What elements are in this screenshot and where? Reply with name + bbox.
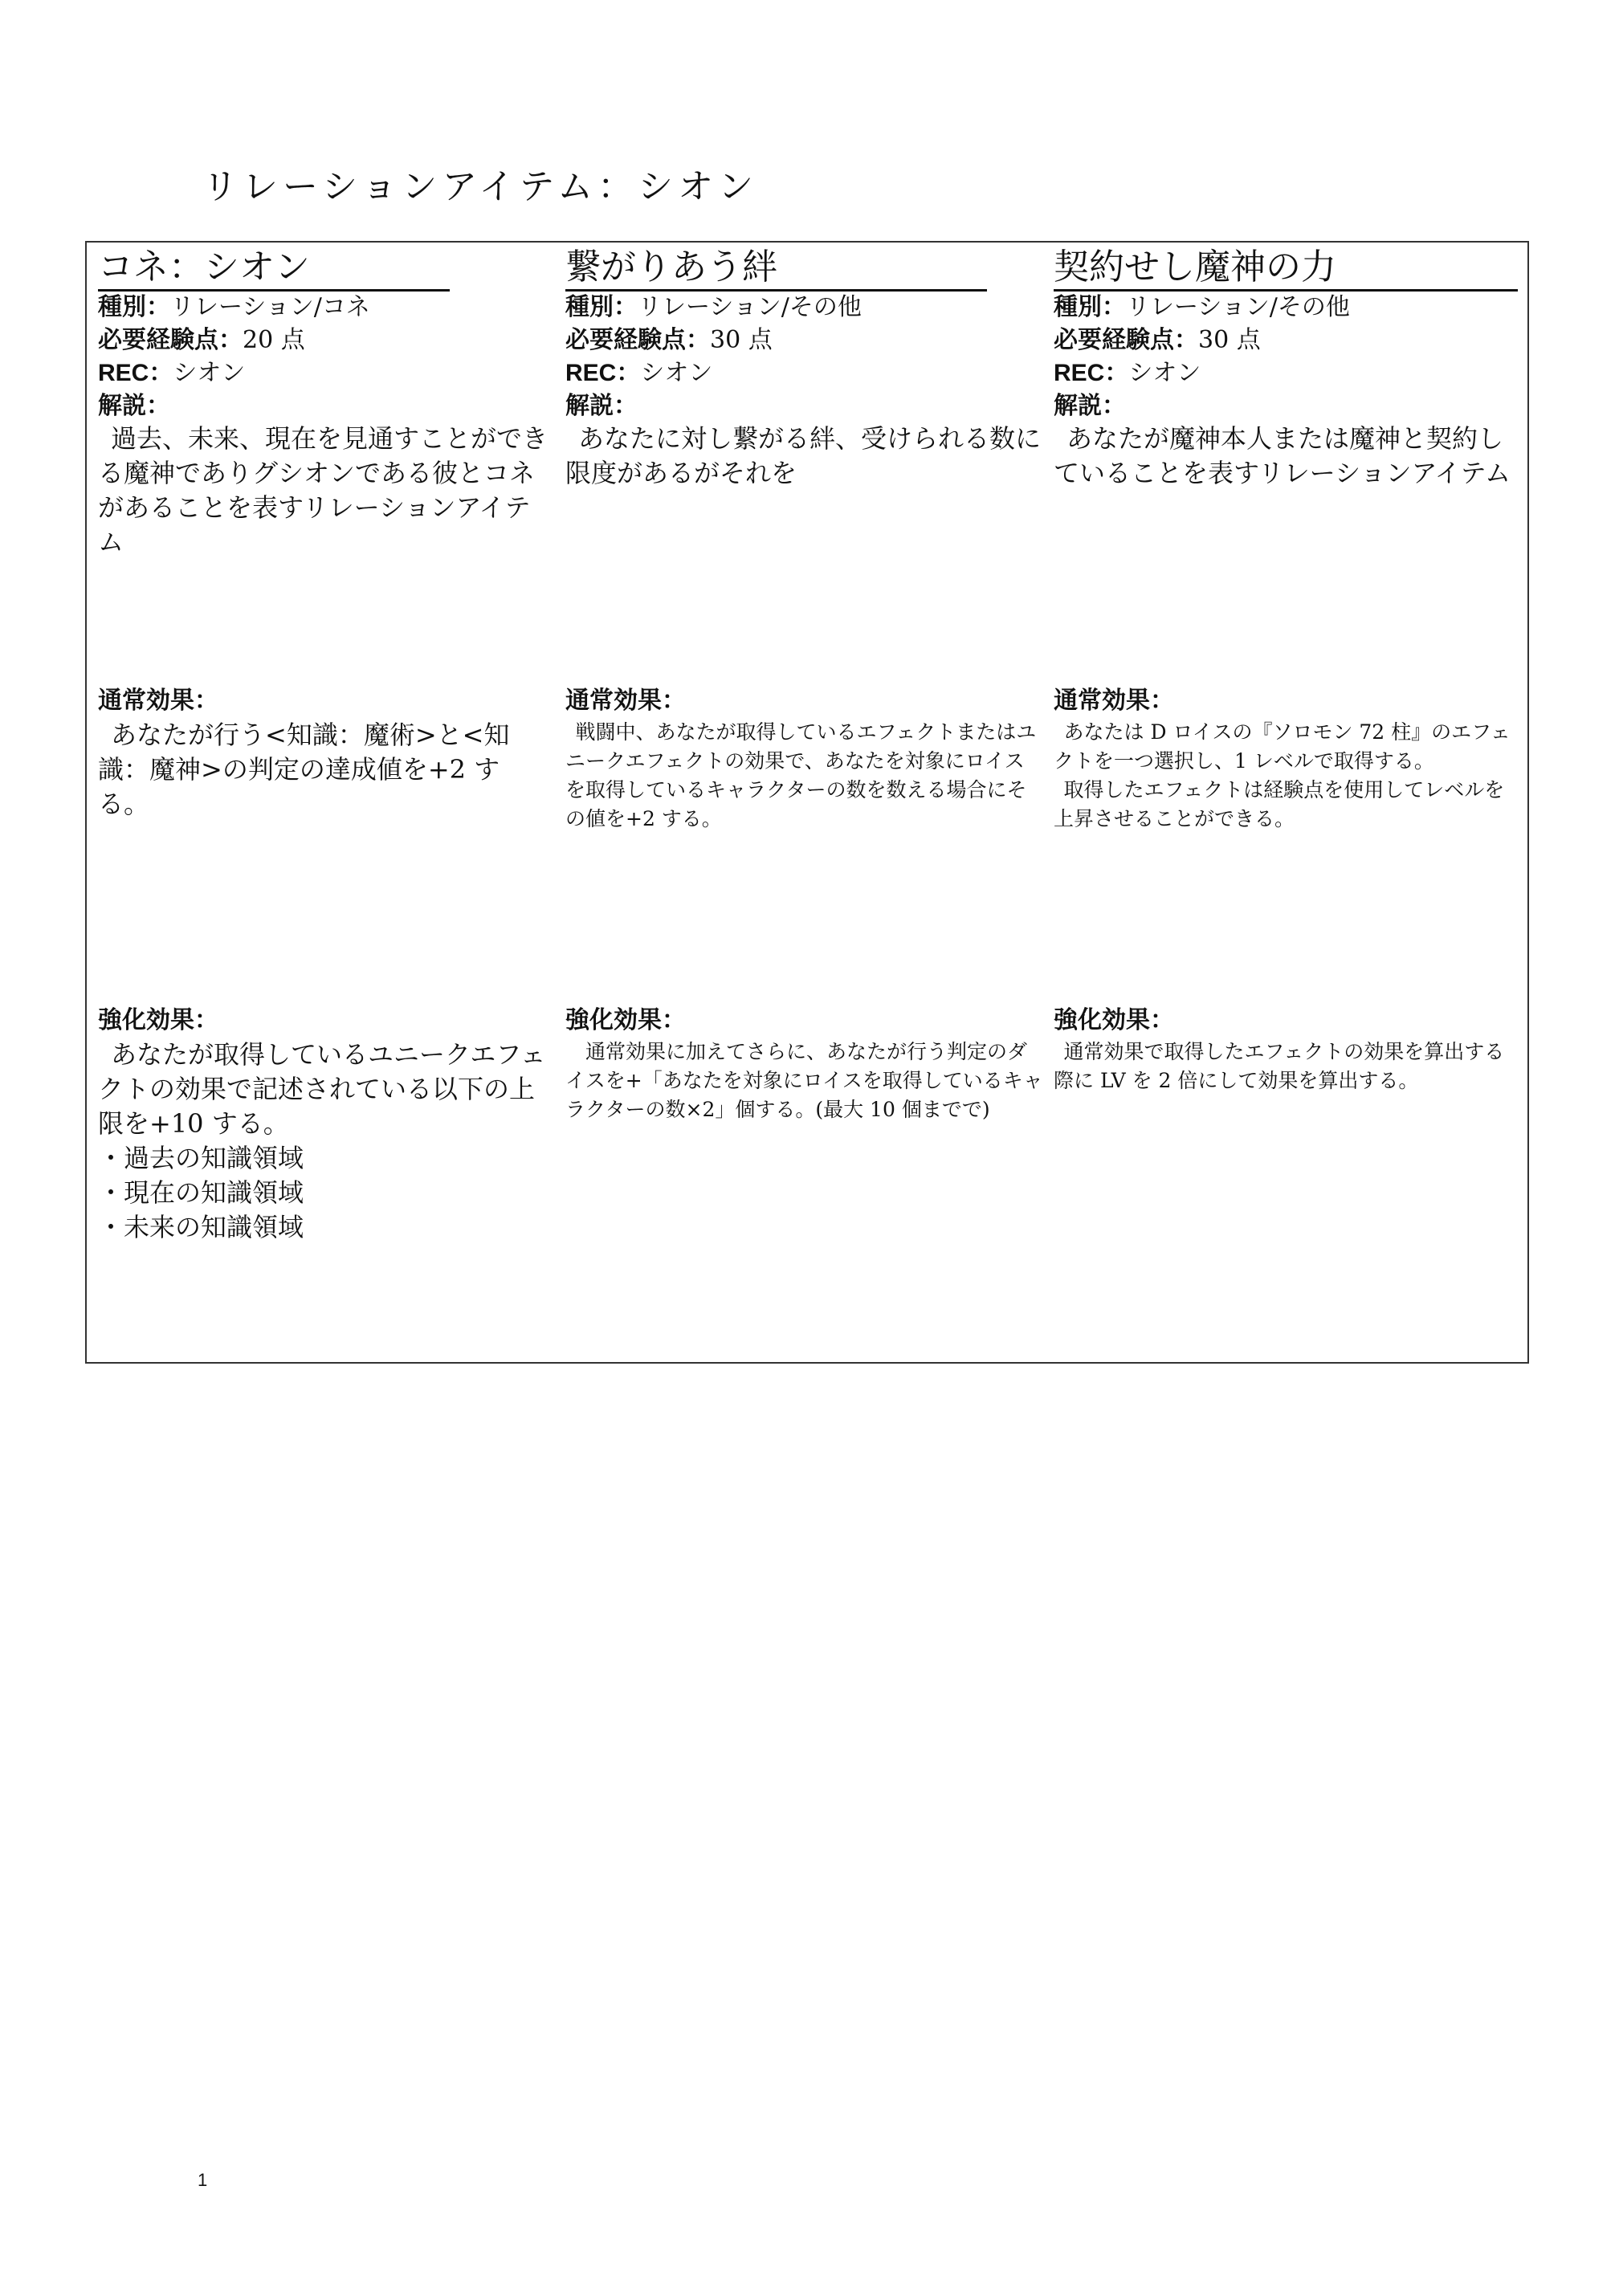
item-meta [565,291,1044,422]
item-card-kone-shion [98,243,548,1362]
enhanced-effect-label: 強化効果： [1054,1007,1174,1034]
item-rec: シオン [173,359,246,387]
item-rec: シオン [640,359,713,387]
document-title: リレーションアイテム：シオン [202,166,759,207]
item-desc-row [98,389,548,422]
item-description: あなたに対し繋がる絆、受けられる数に限度があるがそれを [565,423,1042,488]
item-meta [98,291,548,422]
item-type-row [1054,291,1521,324]
normal-effect-line: あなたは D ロイスの『ソロモン 72 柱』のエフェクトを一つ選択し、1 レベルで取得する。 [1054,720,1511,773]
item-type-row [565,291,1044,324]
item-exp-row [98,324,548,357]
item-description: あなたが魔神本人または魔神と契約していることを表すリレーションアイテム [1054,423,1511,488]
enhanced-bullet-list [98,1141,548,1245]
normal-effect-label: 通常効果： [565,687,686,714]
item-description: 過去、未来、現在を見通すことができる魔神でありグシオンである彼とコネがあることを表すリレーションアイテム [98,423,549,557]
item-desc-row [1054,389,1521,422]
bullet-item: ・現在の知識領域 [98,1177,304,1208]
item-exp: 30 点 [710,326,773,354]
item-type-row [98,291,548,324]
type-label: 種別： [565,294,638,320]
item-rec-row [1054,357,1521,389]
item-name: コネ：シオン [98,246,450,292]
desc-label: 解説： [1054,393,1126,419]
normal-effect-label: 通常効果： [98,687,218,714]
normal-effect-text: 戦闘中、あなたが取得しているエフェクトまたはユニークエフェクトの効果で、あなたを対象にロイスを取得しているキャラクターの数を数える場合にその値を+2 する。 [565,720,1037,830]
item-name: 繋がりあう絆 [565,246,987,292]
item-exp-row [565,324,1044,357]
item-card-tsunagari [565,243,1044,1362]
enhanced-effect-text: 通常効果に加えてさらに、あなたが行う判定のダイスを+「あなたを対象にロイスを取得しているキャラクターの数×2」個する。(最大 10 個までで) [565,1040,1043,1121]
rec-label: REC： [565,360,641,386]
item-type: リレーション/コネ [170,293,370,321]
enhanced-effect-text: あなたが取得しているユニークエフェクトの効果で記述されている以下の上限を+10 する。 [98,1039,546,1139]
item-rec-row [565,357,1044,389]
enhanced-effect-text: 通常効果で取得したエフェクトの効果を算出する際に LV を 2 倍にして効果を算出する。 [1054,1040,1505,1092]
enhanced-effect-label: 強化効果： [98,1007,218,1034]
normal-effect-label: 通常効果： [1054,687,1174,714]
enhanced-effect-label: 強化効果： [565,1007,686,1034]
page-number: 1 [198,2170,208,2190]
item-exp: 20 点 [243,326,305,354]
exp-label: 必要経験点： [98,327,243,353]
item-rec-row [98,357,548,389]
exp-label: 必要経験点： [565,327,710,353]
item-rec: シオン [1128,359,1201,387]
item-desc-row [565,389,1044,422]
item-name: 契約せし魔神の力 [1054,246,1518,292]
item-meta [1054,291,1521,422]
item-type: リレーション/その他 [1126,293,1350,321]
enhanced-effect [98,1038,548,1245]
relation-item-table [85,241,1529,1364]
desc-label: 解説： [565,393,638,419]
item-type: リレーション/その他 [638,293,862,321]
desc-label: 解説： [98,393,170,419]
normal-effect-text: あなたが行う<知識：魔術>と<知識：魔神>の判定の達成値を+2 する。 [98,720,510,819]
item-exp: 30 点 [1198,326,1261,354]
rec-label: REC： [1054,360,1129,386]
type-label: 種別： [98,294,170,320]
item-card-keiyaku [1054,243,1521,1362]
bullet-item: ・過去の知識領域 [98,1143,304,1173]
normal-effect [1054,718,1521,834]
type-label: 種別： [1054,294,1126,320]
rec-label: REC： [98,360,173,386]
item-exp-row [1054,324,1521,357]
bullet-item: ・未来の知識領域 [98,1212,304,1242]
exp-label: 必要経験点： [1054,327,1198,353]
normal-effect-line: 取得したエフェクトは経験点を使用してレベルを上昇させることができる。 [1054,778,1505,830]
